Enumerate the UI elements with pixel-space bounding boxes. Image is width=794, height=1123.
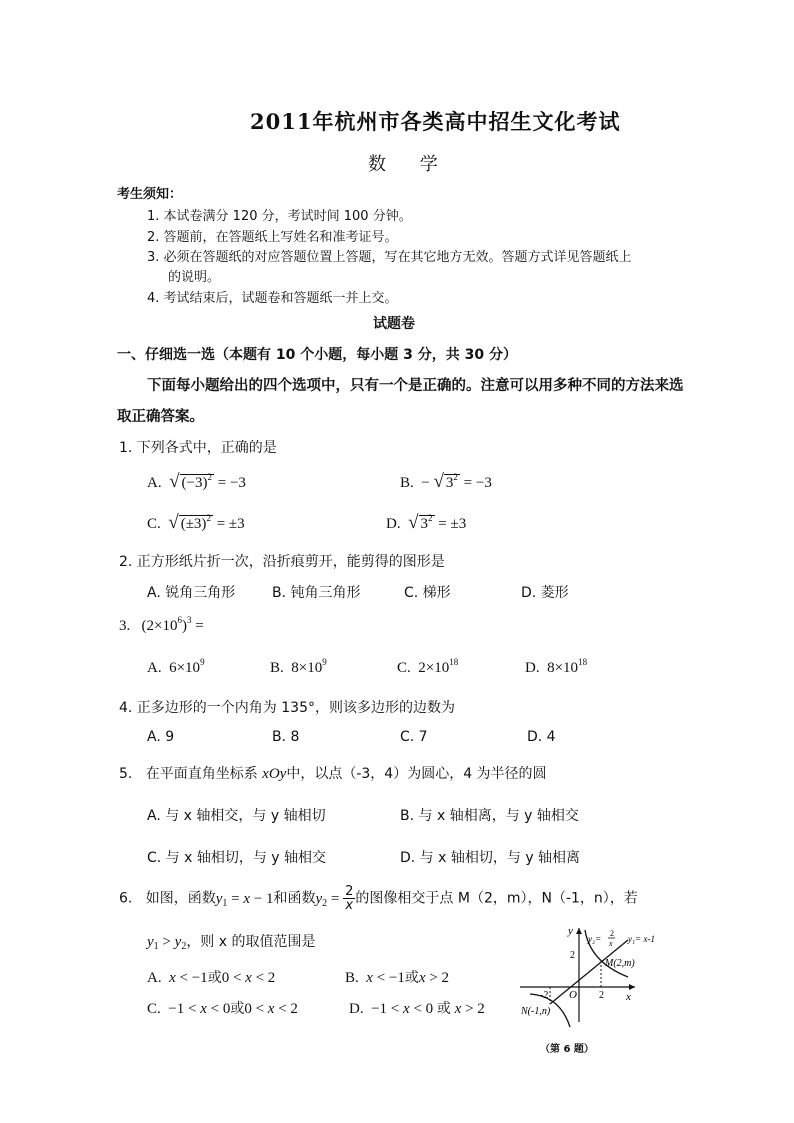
paper-label: 试题卷 — [373, 316, 415, 332]
figure-caption: （第 6 题） — [540, 1044, 594, 1055]
q1-c-label: C. — [147, 516, 161, 532]
notice-item-4: 4. 考试结束后，试题卷和答题纸一并上交。 — [147, 291, 398, 306]
q6-num: 6. — [119, 890, 133, 907]
q1-option-c: C. √ $(\pm 3)^2 = \pm 3$ — [147, 512, 245, 533]
q1-c-value: ±3 — [228, 516, 245, 532]
q3-stem: 3. $(2\times 10^6)^3$ = — [119, 615, 204, 634]
q1-option-d: D. √ $3^2 = \pm 3$ — [386, 512, 467, 533]
section-heading: 一、仔细选一选（本题有 10 个小题，每小题 3 分，共 30 分） — [117, 347, 517, 363]
q3-option-b: B. $8\times 10^9$ — [270, 657, 327, 676]
label-m: M(2,m) — [605, 958, 635, 969]
q1-a-label: A. — [147, 475, 162, 491]
q5-stem-post: 中，以点（-3，4）为圆心，4 为半径的圆 — [286, 766, 547, 782]
label-y: y — [568, 925, 573, 937]
q2-option-b: B. 钝角三角形 — [272, 585, 361, 601]
q6-d-label: D. — [349, 1001, 364, 1017]
q5-stem-var: xOy — [262, 766, 287, 782]
q3-option-d: D. $8\times 10^{18}$ — [525, 657, 588, 676]
q6-option-a: A. x < −1或0 < x < 2 — [147, 970, 276, 986]
q5-stem-pre: 在平面直角坐标系 — [145, 766, 258, 782]
label-y2-den: x — [609, 939, 613, 948]
q6-option-c: C. −1 < x < 0或0 < x < 2 — [147, 1001, 298, 1017]
q3-option-c: C. $2\times 10^{18}$ — [397, 657, 459, 676]
q4-option-d: D. 4 — [527, 729, 556, 745]
q1-b-value: −3 — [475, 475, 492, 491]
notice-item-1: 1. 本试卷满分 120 分，考试时间 100 分钟。 — [147, 209, 412, 224]
q4-stem: 4. 正多边形的一个内角为 135°，则该多边形的边数为 — [119, 700, 455, 716]
notice-item-2: 2. 答题前，在答题纸上写姓名和准考证号。 — [147, 230, 398, 245]
q4-option-c: C. 7 — [400, 729, 428, 745]
q1-b-label: B. — [400, 475, 414, 491]
q4-option-b: B. 8 — [272, 729, 300, 745]
q1-d-value: ±3 — [450, 516, 467, 532]
q1-stem: 1. 下列各式中，正确的是 — [119, 440, 277, 456]
exam-title: 2011年杭州市各类高中招生文化考试 — [250, 109, 621, 134]
label-y2-num: 2 — [610, 929, 614, 938]
q3-a-label: A. — [147, 660, 162, 676]
notice-heading: 考生须知： — [117, 187, 183, 202]
q6-figure — [510, 922, 680, 1034]
q5-stem — [119, 763, 547, 783]
q6-line2-post: ，则 x 的取值范围是 — [186, 934, 316, 950]
q1-a-value: −3 — [229, 475, 246, 491]
label-y1: y₁= x-1 — [628, 934, 655, 944]
q6-stem-b: 和函数 — [273, 890, 316, 907]
subject-title: 数 学 — [368, 154, 452, 175]
q5-option-b: B. 与 x 轴相离，与 y 轴相交 — [400, 808, 579, 824]
label-y2: y₂= — [588, 934, 602, 944]
q2-option-d: D. 菱形 — [521, 585, 569, 601]
tick-x-neg2: -2 — [540, 990, 549, 1001]
q5-option-c: C. 与 x 轴相切，与 y 轴相交 — [147, 850, 327, 866]
q2-option-c: C. 梯形 — [404, 585, 451, 601]
q6-b-label: B. — [345, 970, 359, 986]
q2-stem: 2. 正方形纸片折一次，沿折痕剪开，能剪得的图形是 — [119, 554, 445, 570]
label-x: x — [626, 991, 631, 1003]
q1-option-b: B. − √ $3^2 = -3$ — [400, 471, 492, 492]
q3-c-label: C. — [397, 660, 411, 676]
q3-option-a: A. $6\times 10^9$ — [147, 657, 205, 676]
q6-option-b: B. x < −1或x > 2 — [345, 970, 449, 986]
x-axis-arrow-icon — [629, 984, 635, 990]
q3-d-label: D. — [525, 660, 540, 676]
y-axis-arrow-icon — [576, 928, 582, 934]
q2-option-a: A. 锐角三角形 — [147, 585, 236, 601]
q5-option-d: D. 与 x 轴相切，与 y 轴相离 — [400, 850, 581, 866]
tick-y-2: 2 — [570, 950, 575, 961]
q4-option-a: A. 9 — [147, 729, 175, 745]
q6-stem: 6. 如图，函数$y_1 = x - 1$和函数$y_2$ = $\frac{2}{x}$ 的图像相交于点 M（2，m），N（-1，n），若 — [119, 884, 638, 913]
tick-x-2: 2 — [599, 990, 604, 1001]
label-origin: O — [569, 989, 577, 1001]
q6-stem-a: 如图，函数 — [145, 890, 216, 907]
q6-a-label: A. — [147, 970, 162, 986]
q1-d-label: D. — [386, 516, 401, 532]
q3-num: 3. — [119, 618, 131, 634]
q6-stem-c: 的图像相交于点 M（2，m），N（-1，n），若 — [355, 890, 638, 907]
section-intro-2: 取正确答案。 — [117, 409, 204, 425]
notice-item-3-cont: 的说明。 — [168, 270, 221, 285]
q6-option-d: D. −1 < x < 0 或 x > 2 — [349, 1001, 485, 1017]
notice-item-3: 3. 必须在答题纸的对应答题位置上答题，写在其它地方无效。答题方式详见答题纸上 — [147, 250, 632, 265]
q1-option-a: A. √ $(-3)^2 = -3$ — [147, 471, 246, 492]
section-intro-1: 下面每小题给出的四个选项中，只有一个是正确的。注意可以用多种不同的方法来选 — [147, 378, 684, 394]
q3-b-label: B. — [270, 660, 284, 676]
q6-stem-line2: $y_1 > y_2$，则 x 的取值范围是 — [147, 934, 316, 952]
q5-option-a: A. 与 x 轴相交，与 y 轴相切 — [147, 808, 326, 824]
q6-c-label: C. — [147, 1001, 161, 1017]
label-n: N(-1,n) — [521, 1006, 551, 1017]
q5-num: 5. — [119, 766, 133, 782]
